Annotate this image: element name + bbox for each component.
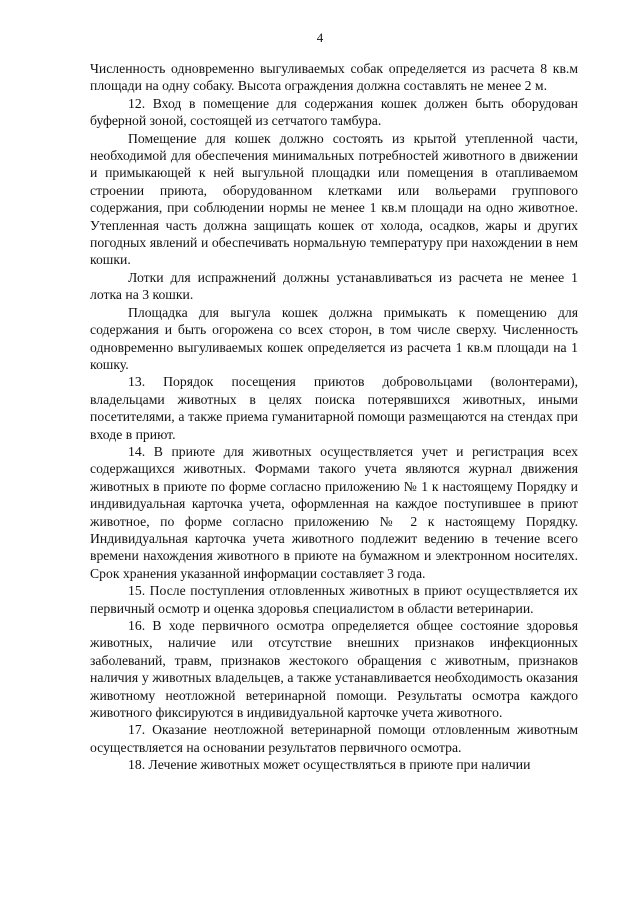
paragraph-item-14: 14. В приюте для животных осуществляется учет и регистрация всех содержащихся животных. Формами такого учета являются журнал движения животных в приюте по форме согласно приложению № 1 к настоящему Порядку и индивидуальная карточка учета, оформленная на каждое поступившее в приют животное, по форме согласно приложению № 2 к настоящему Порядку. Индивидуальная карточка учета животного подлежит ведению в течение всего времени нахождения животного в приюте на бумажном и электронном носителях. Срок хранения указанной информации составляет 3 года. bbox=[90, 443, 578, 581]
page-number: 4 bbox=[316, 30, 324, 45]
paragraph-item-12: 12. Вход в помещение для содержания кошек должен быть оборудован буферной зоной, состоящей из сетчатого тамбура. bbox=[90, 95, 578, 129]
paragraph-cat-walking-area: Площадка для выгула кошек должна примыкать к помещению для содержания и быть огорожена со всех сторон, в том числе сверху. Численность одновременно выгуливаемых кошек определяется из расчета 1 кв.м площади на 1 кошку. bbox=[90, 304, 578, 372]
paragraph-item-17: 17. Оказание неотложной ветеринарной помощи отловленным животным осуществляется на основании результатов первичного осмотра. bbox=[90, 722, 578, 755]
paragraph-item-18: 18. Лечение животных может осуществляться в приюте при наличии bbox=[128, 757, 531, 773]
paragraph-item-13: 13. Порядок посещения приютов добровольцами (волонтерами), владельцами животных в целях поиска потерявшихся животных, иными посетителями, а также приема гуманитарной помощи размещаются на стендах при входе в приют. bbox=[90, 374, 578, 442]
document-body bbox=[90, 60, 578, 774]
paragraph-dog-walking-area: Численность одновременно выгуливаемых собак определяется из расчета 8 кв.м площади на одну собаку. Высота ограждения должна составлять не менее 2 м. bbox=[90, 61, 578, 94]
paragraph-cat-room: Помещение для кошек должно состоять из крытой утепленной части, необходимой для обеспечения минимальных потребностей животного в движении и примыкающей к ней выгульной площадки или помещения в отапливаемом строении приюта, оборудованном клетками или вольерами группового содержания, при соблюдении нормы не менее 1 кв.м площади на одно животное. Утепленная часть должна защищать кошек от холода, осадков, жары и других погодных явлений и обеспечивать нормальную температуру при нахождении в нем кошки. bbox=[90, 130, 578, 268]
paragraph-item-16: 16. В ходе первичного осмотра определяется общее состояние здоровья животных, наличие или отсутствие внешних признаков инфекционных заболеваний, травм, признаков жестокого обращения с животным, признаков наличия у животных владельцев, а также устанавливается необходимость оказания животному неотложной ветеринарной помощи. Результаты осмотра каждого животного фиксируются в индивидуальной карточке учета животного. bbox=[90, 618, 578, 721]
paragraph-item-15: 15. После поступления отловленных животных в приют осуществляется их первичный осмотр и оценка здоровья специалистом в области ветеринарии. bbox=[90, 583, 578, 616]
paragraph-litter-trays: Лотки для испражнений должны устанавливаться из расчета не менее 1 лотка на 3 кошки. bbox=[90, 269, 578, 303]
